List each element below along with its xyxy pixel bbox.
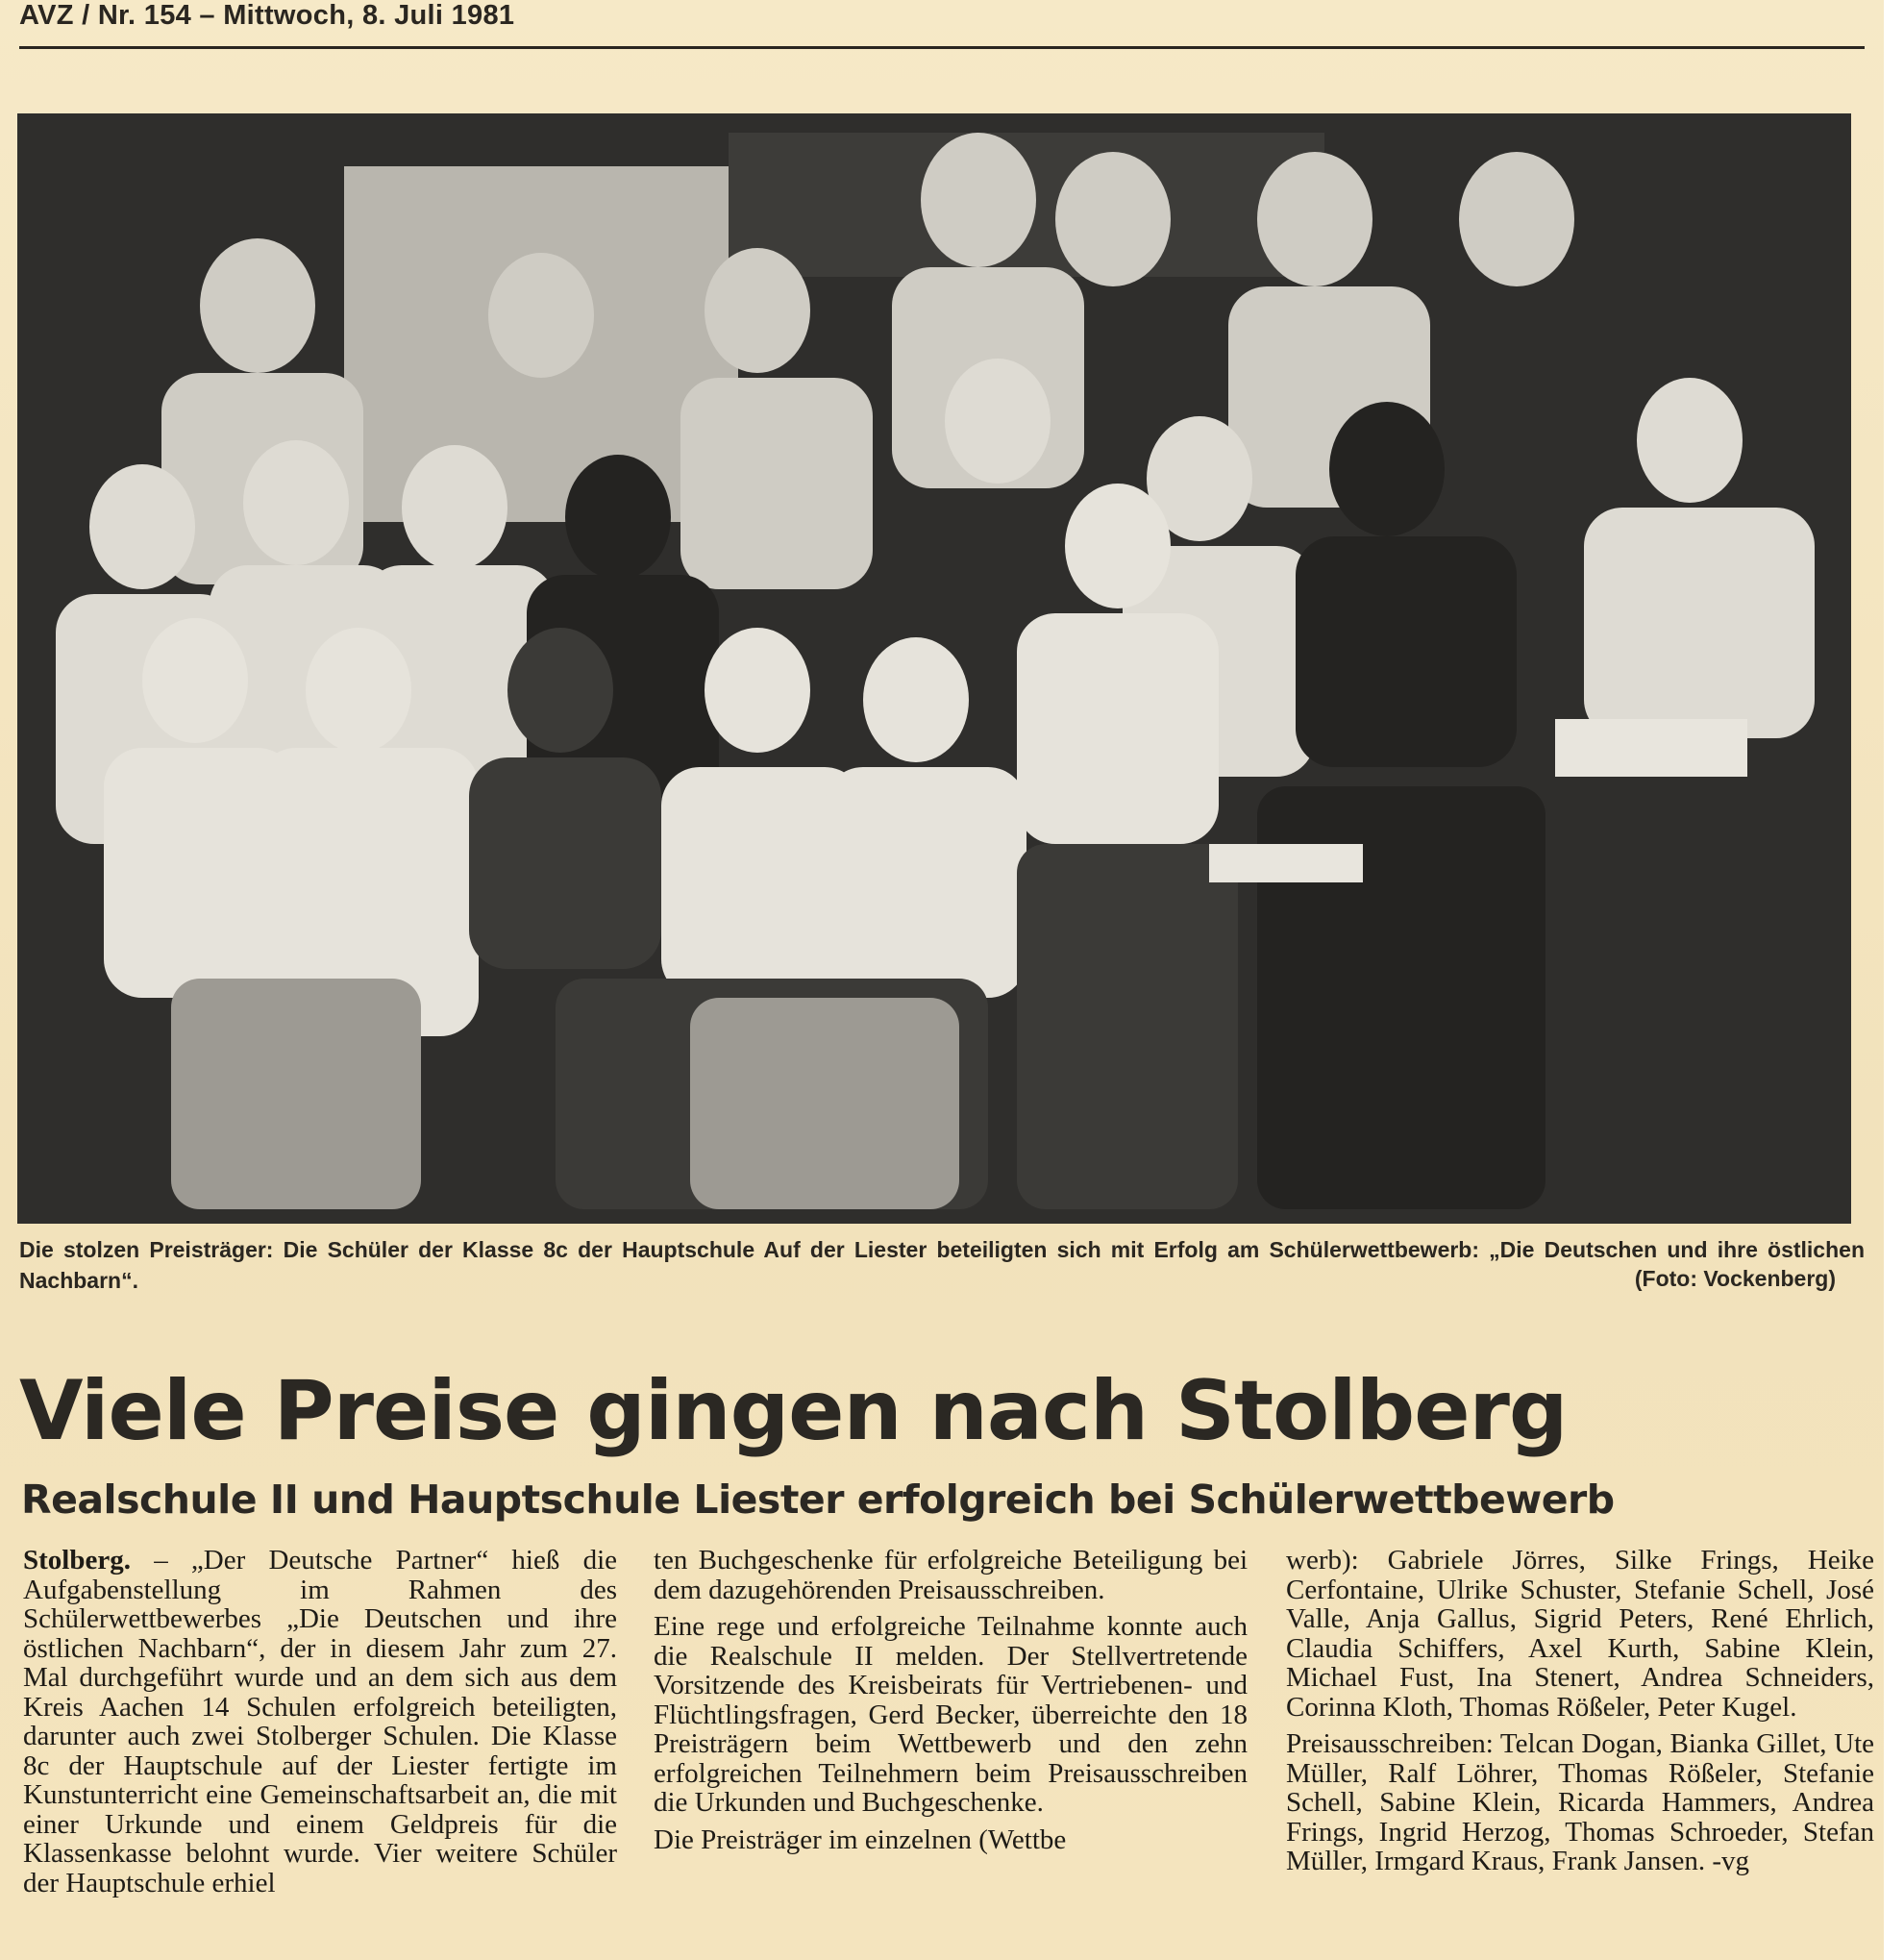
article-paragraph: werb): Gabriele Jörres, Silke Frings, Heike Cerfontaine, Ulrike Schuster, Stefanie Schell, José Valle, Anja Gallus, Sigrid Peters, René Ehrlich, Claudia Schiffers, Axel Kurth, Sabine Klein, Michael Fust, Ina Stenert, Andrea Schneiders, Corinna Kloth, Thomas Rößeler, Peter Kugel.: [1286, 1545, 1874, 1723]
article-column-2: [654, 1546, 1248, 1862]
article-paragraph: [23, 1546, 617, 1898]
article-column-1: [23, 1546, 617, 1905]
article-paragraph: Die Preisträger im einzelnen (Wettbe: [654, 1824, 1067, 1855]
article-column-3: [1286, 1546, 1874, 1884]
subheadline: Realschule II und Hauptschule Liester erfolgreich bei Schülerwettbewerb: [21, 1476, 1615, 1523]
photo-caption: Die stolzen Preisträger: Die Schüler der Klasse 8c der Hauptschule Auf der Liester beteiligten sich mit Erfolg am Schülerwettbewerb: „Die Deutschen und ihre östlichen Nachbarn“.: [19, 1237, 1865, 1293]
dateline: Stolberg.: [23, 1545, 131, 1575]
article-paragraph: ten Buchgeschenke für erfolgreiche Beteiligung bei dem dazugehörenden Preisausschreiben.: [654, 1545, 1248, 1605]
paragraph-text: – „Der Deutsche Partner“ hieß die Aufgabenstellung im Rahmen des Schülerwettbewerbes „Die Deutschen und ihre östlichen Nachbarn“, der in diesem Jahr zum 27. Mal durchgeführt wurde und an dem sich aus dem Kreis Aachen 14 Schulen erfolgreich beteiligten, darunter auch zwei Stolberger Schulen. Die Klasse 8c der Hauptschule auf der Liester fertigte im Kunstunterricht eine Gemeinschaftsarbeit an, die mit einer Urkunde und einem Geldpreis für die Klassenkasse belohnt wurde. Vier weitere Schüler der Hauptschule erhiel: [23, 1545, 617, 1898]
group-photo: [17, 113, 1851, 1224]
headline: Viele Preise gingen nach Stolberg: [19, 1363, 1568, 1459]
photo-credit: (Foto: Vockenberg): [1634, 1266, 1836, 1291]
masthead: AVZ / Nr. 154 – Mittwoch, 8. Juli 1981: [19, 0, 515, 31]
masthead-rule: [19, 46, 1865, 49]
scan-margin: [1884, 0, 1904, 1960]
article-paragraph: Eine rege und erfolgreiche Teilnahme konnte auch die Realschule II melden. Der Stellvertretende Vorsitzende des Kreisbeirats für Vertriebenen- und Flüchtlingsfragen, Gerd Becker, überreichte den 18 Preisträgern beim Wettbewerb und den zehn erfolgreichen Teilnehmern beim Preisausschreiben die Urkunden und Buchgeschenke.: [654, 1611, 1248, 1818]
photo-illustration: [17, 113, 1851, 1224]
article-paragraph: Preisausschreiben: Telcan Dogan, Bianka Gillet, Ute Müller, Ralf Löhrer, Thomas Rößeler, Stefanie Schell, Sabine Klein, Ricarda Hammers, Andrea Frings, Ingrid Herzog, Thomas Schroeder, Stefan Müller, Irmgard Kraus, Frank Jansen. -vg: [1286, 1728, 1874, 1876]
